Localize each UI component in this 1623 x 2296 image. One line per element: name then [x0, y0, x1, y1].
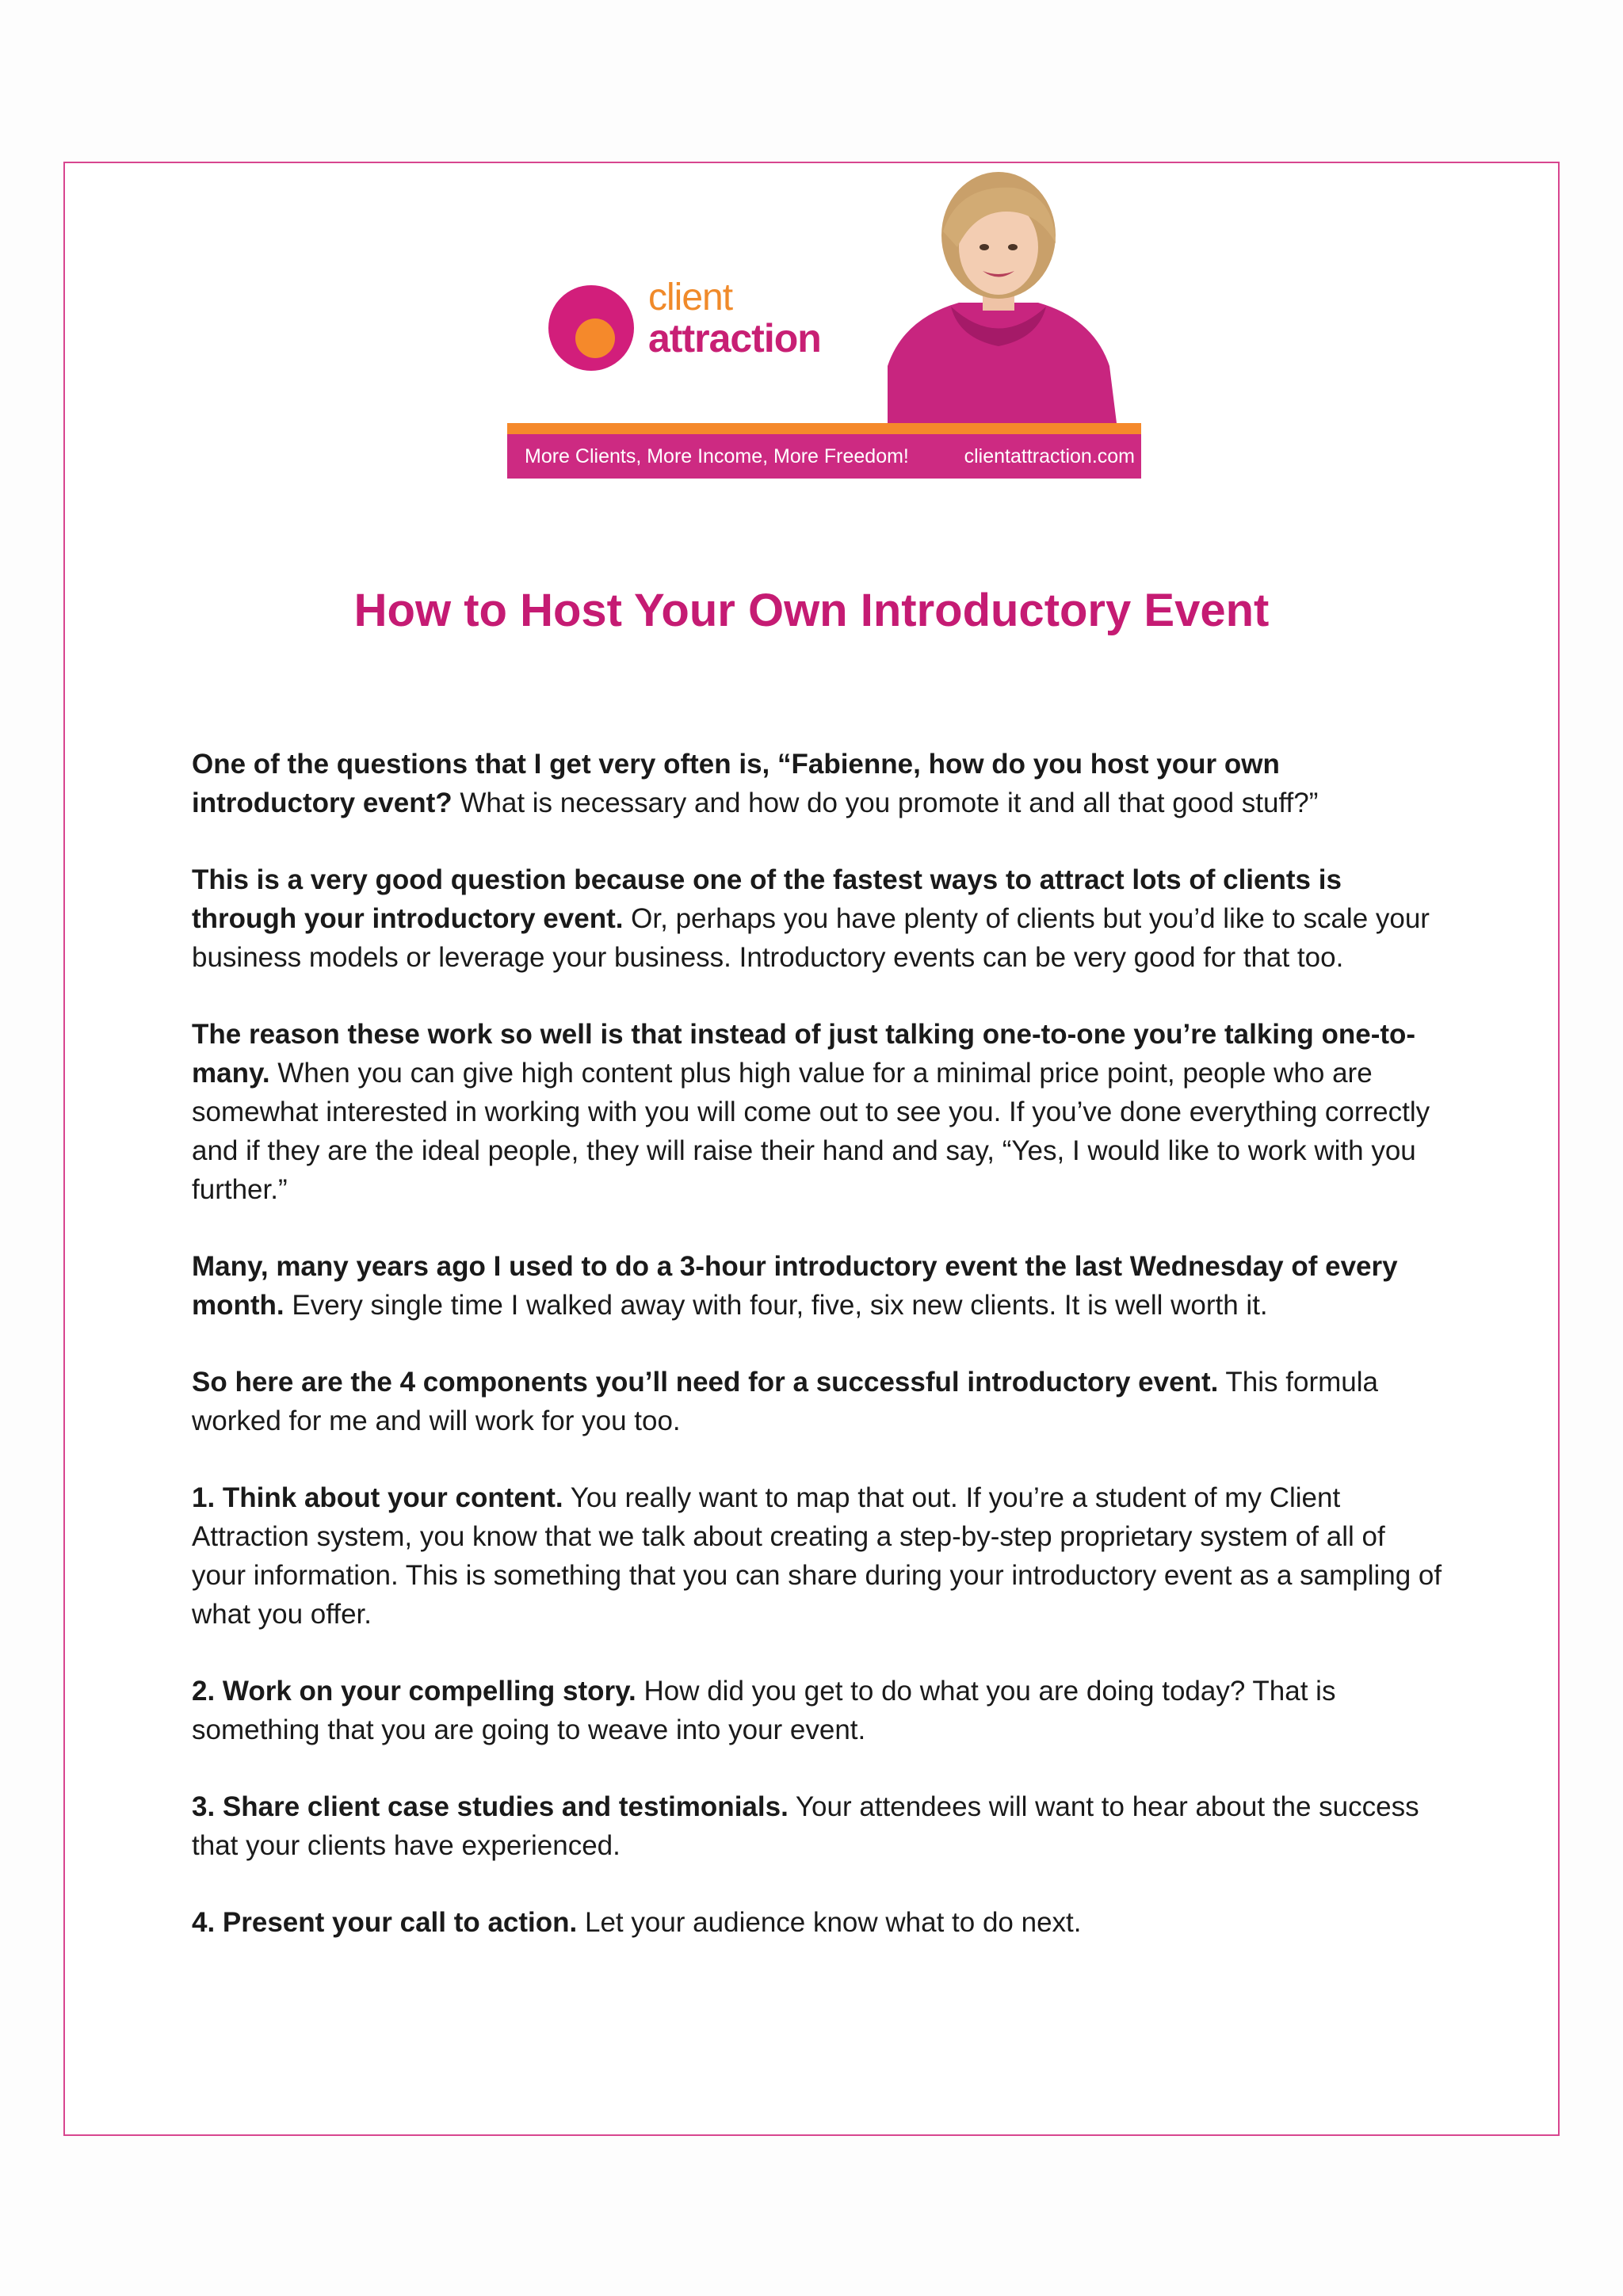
list-item-heading: 4. Present your call to action. — [192, 1907, 578, 1938]
paragraph-text: Or, perhaps you have plenty of clients but you’d like to scale your business models or leverage your business. Introductory events can be very good for that too. — [192, 903, 1430, 973]
banner-tagline-bar — [507, 434, 1141, 479]
list-item-call-to-action — [192, 1903, 1444, 1942]
logo-dot-icon — [575, 318, 615, 358]
list-item-text: How did you get to do what you are doing today? That is something that you are going to weave into your event. — [192, 1676, 1336, 1745]
list-item-story — [192, 1672, 1444, 1749]
paragraph-text: Every single time I walked away with four, five, six new clients. It is well worth it. — [284, 1290, 1268, 1321]
banner-tagline: More Clients, More Income, More Freedom! — [525, 445, 909, 467]
paragraph-text: When you can give high content plus high value for a minimal price point, people who are somewhat interested in working with you will come out to see you. If you’ve done everything correctly and if they are the ideal people, they will raise their hand and say, “Yes, I would like to work with you further.” — [192, 1058, 1430, 1205]
paragraph-history — [192, 1247, 1444, 1325]
paragraph-text: What is necessary and how do you promote it and all that good stuff?” — [452, 788, 1319, 818]
list-item-text: You really want to map that out. If you’re a student of my Client Attraction system, you know that we talk about creating a step-by-step proprietary system of all of your information. This is something that you can share during your introductory event as a sampling of what you offer. — [192, 1482, 1442, 1630]
list-item-heading: 3. Share client case studies and testimonials. — [192, 1791, 789, 1822]
page-title: How to Host Your Own Introductory Event — [353, 585, 1270, 636]
list-item-content — [192, 1478, 1444, 1634]
paragraph-text: This formula worked for me and will work for you too. — [192, 1367, 1378, 1436]
banner-orange-stripe — [507, 423, 1141, 434]
paragraph-intro — [192, 745, 1444, 822]
paragraph-bold-lead: This is a very good question because one of the fastest ways to attract lots of clients is through your introductory event. — [192, 864, 1342, 934]
client-attraction-banner — [507, 168, 1141, 479]
paragraph-bold-lead: One of the questions that I get very often is, “Fabienne, how do you host your own introductory event? — [192, 749, 1280, 818]
paragraph-bold-lead: So here are the 4 components you’ll need for a successful introductory event. — [192, 1367, 1219, 1398]
logo-word-attraction: attraction — [648, 316, 821, 360]
article-body — [192, 745, 1444, 1980]
paragraph-bold-lead: The reason these work so well is that instead of just talking one-to-one you’re talking one-to-many. — [192, 1019, 1416, 1089]
paragraph-bold-lead: Many, many years ago I used to do a 3-hour introductory event the last Wednesday of every month. — [192, 1251, 1398, 1321]
paragraph-reason — [192, 1015, 1444, 1209]
banner-url: clientattraction.com — [964, 445, 1135, 467]
list-item-case-studies — [192, 1787, 1444, 1865]
logo-word-client: client — [648, 277, 733, 318]
list-item-heading: 2. Work on your compelling story. — [192, 1676, 636, 1707]
paragraph-components — [192, 1363, 1444, 1440]
list-item-text: Your attendees will want to hear about the success that your clients have experienced. — [192, 1791, 1419, 1861]
list-item-heading: 1. Think about your content. — [192, 1482, 563, 1513]
list-item-text: Let your audience know what to do next. — [577, 1907, 1082, 1938]
paragraph-question — [192, 860, 1444, 977]
presenter-photo — [856, 168, 1141, 429]
